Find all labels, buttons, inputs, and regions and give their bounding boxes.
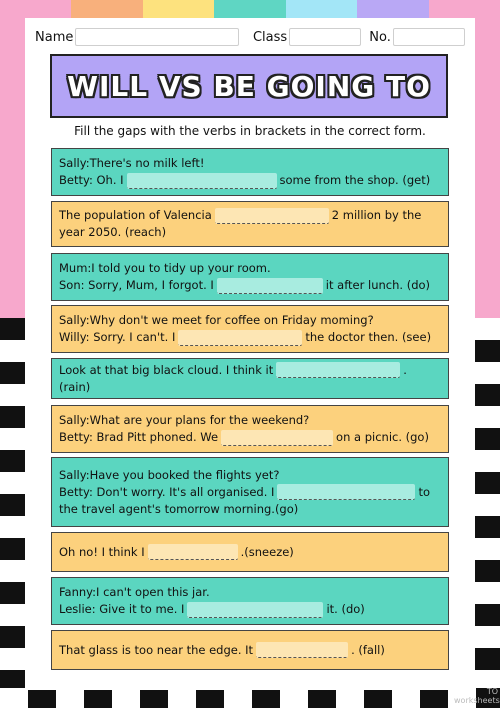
sentence-text: Son: Sorry, Mum, I forgot. I: [59, 278, 214, 292]
exercise-line: [59, 544, 441, 561]
class-field[interactable]: [289, 28, 361, 46]
title-banner: [50, 54, 448, 118]
brand-logo: TO worksheets: [454, 687, 500, 705]
right-checker-border: [475, 318, 500, 690]
exercise-line: [59, 484, 441, 501]
exercise-line: [59, 362, 441, 396]
exercise-line: [59, 642, 441, 659]
sentence-text: it. (do): [326, 602, 365, 616]
exercise-line: the travel agent's tomorrow morning.(go): [59, 501, 299, 516]
answer-gap-input[interactable]: [187, 602, 323, 618]
exercise-line: [59, 172, 441, 189]
left-pink-border: [0, 0, 25, 318]
sentence-text: 2 million by the: [331, 208, 422, 222]
answer-gap-input[interactable]: [127, 173, 277, 189]
class-label: Class: [252, 29, 288, 45]
exercise-item: [51, 201, 449, 247]
exercise-line: Sally:Have you booked the flights yet?: [59, 467, 280, 482]
answer-gap-input[interactable]: [256, 642, 348, 658]
answer-gap-input[interactable]: [221, 430, 333, 446]
right-pink-border: [475, 0, 500, 318]
sentence-text: Look at that big black cloud. I think it: [59, 362, 274, 377]
exercise-item: [51, 630, 449, 670]
sentence-text: That glass is too near the edge. It: [59, 642, 254, 657]
exercise-item: [51, 148, 449, 196]
answer-gap-input[interactable]: [215, 208, 329, 224]
sentence-text: Betty: Oh. I: [59, 173, 124, 187]
sentence-text: Leslie: Give it to me. I: [59, 602, 185, 616]
sentence-text: Betty: Don't worry. It's all organised. I: [59, 484, 275, 499]
exercise-item: [51, 358, 449, 399]
page-title: WILL VS BE GOING TO: [67, 69, 431, 103]
exercise-item: [51, 532, 449, 572]
sentence-text: some from the shop. (get): [279, 173, 431, 187]
exercise-line: [59, 429, 441, 446]
left-checker-border: [0, 318, 25, 690]
answer-gap-input[interactable]: [277, 484, 415, 500]
student-info-row: [35, 26, 465, 48]
sentence-text: Willy: Sorry. I can't. I: [59, 330, 176, 344]
sentence-text: to: [418, 484, 430, 499]
sentence-text: . (rain): [59, 362, 407, 394]
exercise-item: [51, 253, 449, 301]
worksheet: [25, 18, 475, 690]
number-label: No.: [369, 29, 391, 45]
instructions: Fill the gaps with the verbs in brackets in the correct form.: [74, 124, 426, 138]
exercise-line: [59, 207, 441, 224]
exercise-line: year 2050. (reach): [59, 225, 167, 239]
name-label: Name: [35, 29, 74, 45]
exercise-line: [59, 329, 441, 346]
sentence-text: . (fall): [351, 642, 385, 657]
exercise-item: [51, 577, 449, 625]
sentence-text: Betty: Brad Pitt phoned. We: [59, 430, 219, 444]
sentence-text: .(sneeze): [240, 544, 294, 559]
exercise-item: [51, 457, 449, 527]
exercise-line: Mum:I told you to tidy up your room.: [59, 261, 271, 275]
exercise-line: Sally:There's no milk left!: [59, 156, 205, 170]
sentence-text: Oh no! I think I: [59, 544, 145, 559]
answer-gap-input[interactable]: [276, 362, 400, 378]
exercise-list: [51, 148, 449, 670]
name-field[interactable]: [75, 28, 239, 46]
exercise-item: [51, 405, 449, 453]
sentence-text: it after lunch. (do): [325, 278, 431, 292]
exercise-item: [51, 305, 449, 353]
answer-gap-input[interactable]: [148, 544, 238, 560]
sentence-text: the doctor then. (see): [305, 330, 432, 344]
sentence-text: The population of Valencia: [59, 208, 212, 222]
exercise-line: Fanny:I can't open this jar.: [59, 585, 210, 599]
exercise-line: [59, 277, 441, 294]
answer-gap-input[interactable]: [217, 278, 323, 294]
exercise-line: [59, 601, 441, 618]
sentence-text: on a picnic. (go): [336, 430, 429, 444]
exercise-line: Sally:What are your plans for the weekend?: [59, 413, 310, 427]
bottom-checker-border: [0, 688, 500, 708]
exercise-line: Sally:Why don't we meet for coffee on Friday moming?: [59, 313, 374, 327]
answer-gap-input[interactable]: [178, 330, 302, 346]
number-field[interactable]: [393, 28, 465, 46]
